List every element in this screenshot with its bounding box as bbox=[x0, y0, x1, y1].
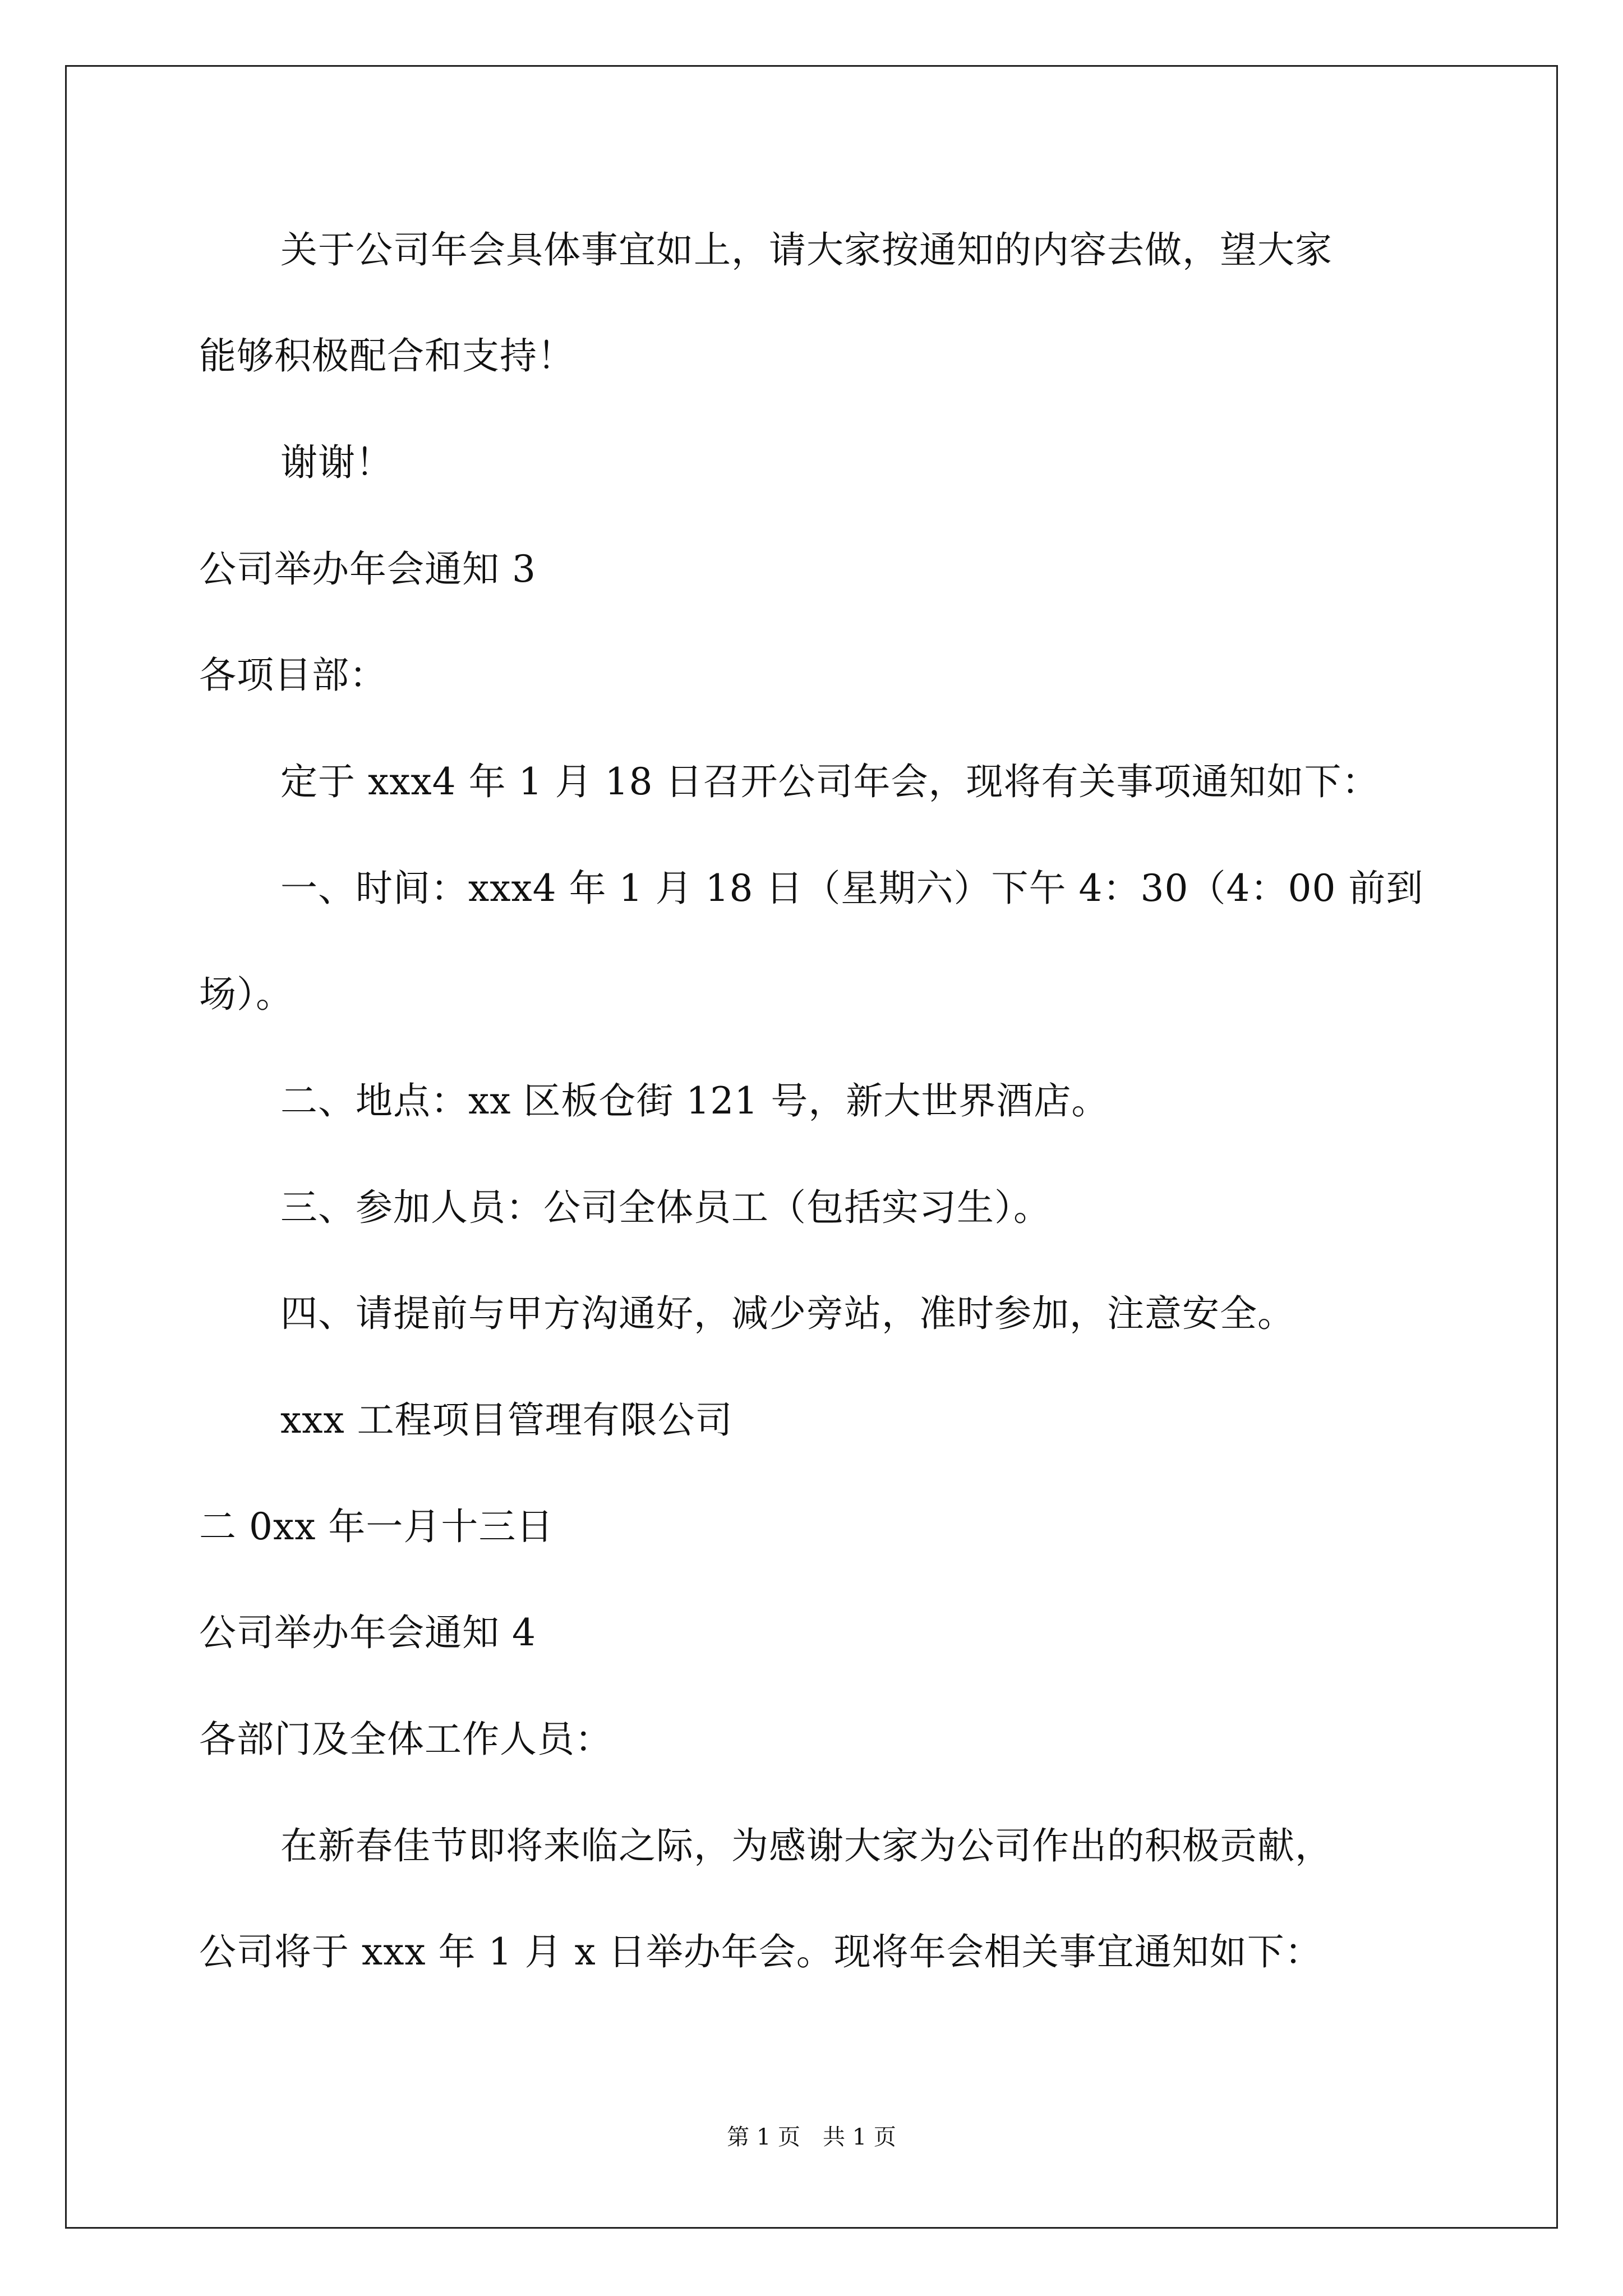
page-number: 第 1 页 共 1 页 bbox=[727, 2124, 896, 2150]
list-item: 二、地点：xx 区板仓街 121 号，新大世界酒店。 bbox=[280, 1079, 1109, 1122]
paragraph-line: 场）。 bbox=[199, 973, 293, 1016]
paragraph-line: 能够积极配合和支持！ bbox=[199, 334, 575, 378]
signature-date: 二 0xx 年一月十三日 bbox=[199, 1505, 554, 1548]
paragraph-line: 谢谢！ bbox=[280, 441, 393, 484]
page-border bbox=[65, 65, 1558, 2229]
signature-company: xxx 工程项目管理有限公司 bbox=[280, 1398, 733, 1442]
paragraph-line: 关于公司年会具体事宜如上，请大家按通知的内容去做，望大家 bbox=[280, 228, 1332, 272]
section-heading: 公司举办年会通知 4 bbox=[199, 1611, 536, 1654]
paragraph-line: 定于 xxx4 年 1 月 18 日召开公司年会，现将有关事项通知如下： bbox=[280, 760, 1380, 803]
salutation: 各项目部： bbox=[199, 654, 387, 697]
list-item: 一、时间：xxx4 年 1 月 18 日（星期六）下午 4：30（4：00 前到 bbox=[280, 867, 1424, 910]
list-item: 三、参加人员：公司全体员工（包括实习生）。 bbox=[280, 1186, 1051, 1229]
section-heading: 公司举办年会通知 3 bbox=[199, 547, 536, 591]
salutation: 各部门及全体工作人员： bbox=[199, 1718, 612, 1761]
paragraph-line: 公司将于 xxx 年 1 月 x 日举办年会。现将年会相关事宜通知如下： bbox=[199, 1930, 1322, 1973]
paragraph-line: 在新春佳节即将来临之际，为感谢大家为公司作出的积极贡献， bbox=[280, 1824, 1332, 1867]
list-item: 四、请提前与甲方沟通好，减少旁站，准时参加，注意安全。 bbox=[280, 1292, 1295, 1335]
